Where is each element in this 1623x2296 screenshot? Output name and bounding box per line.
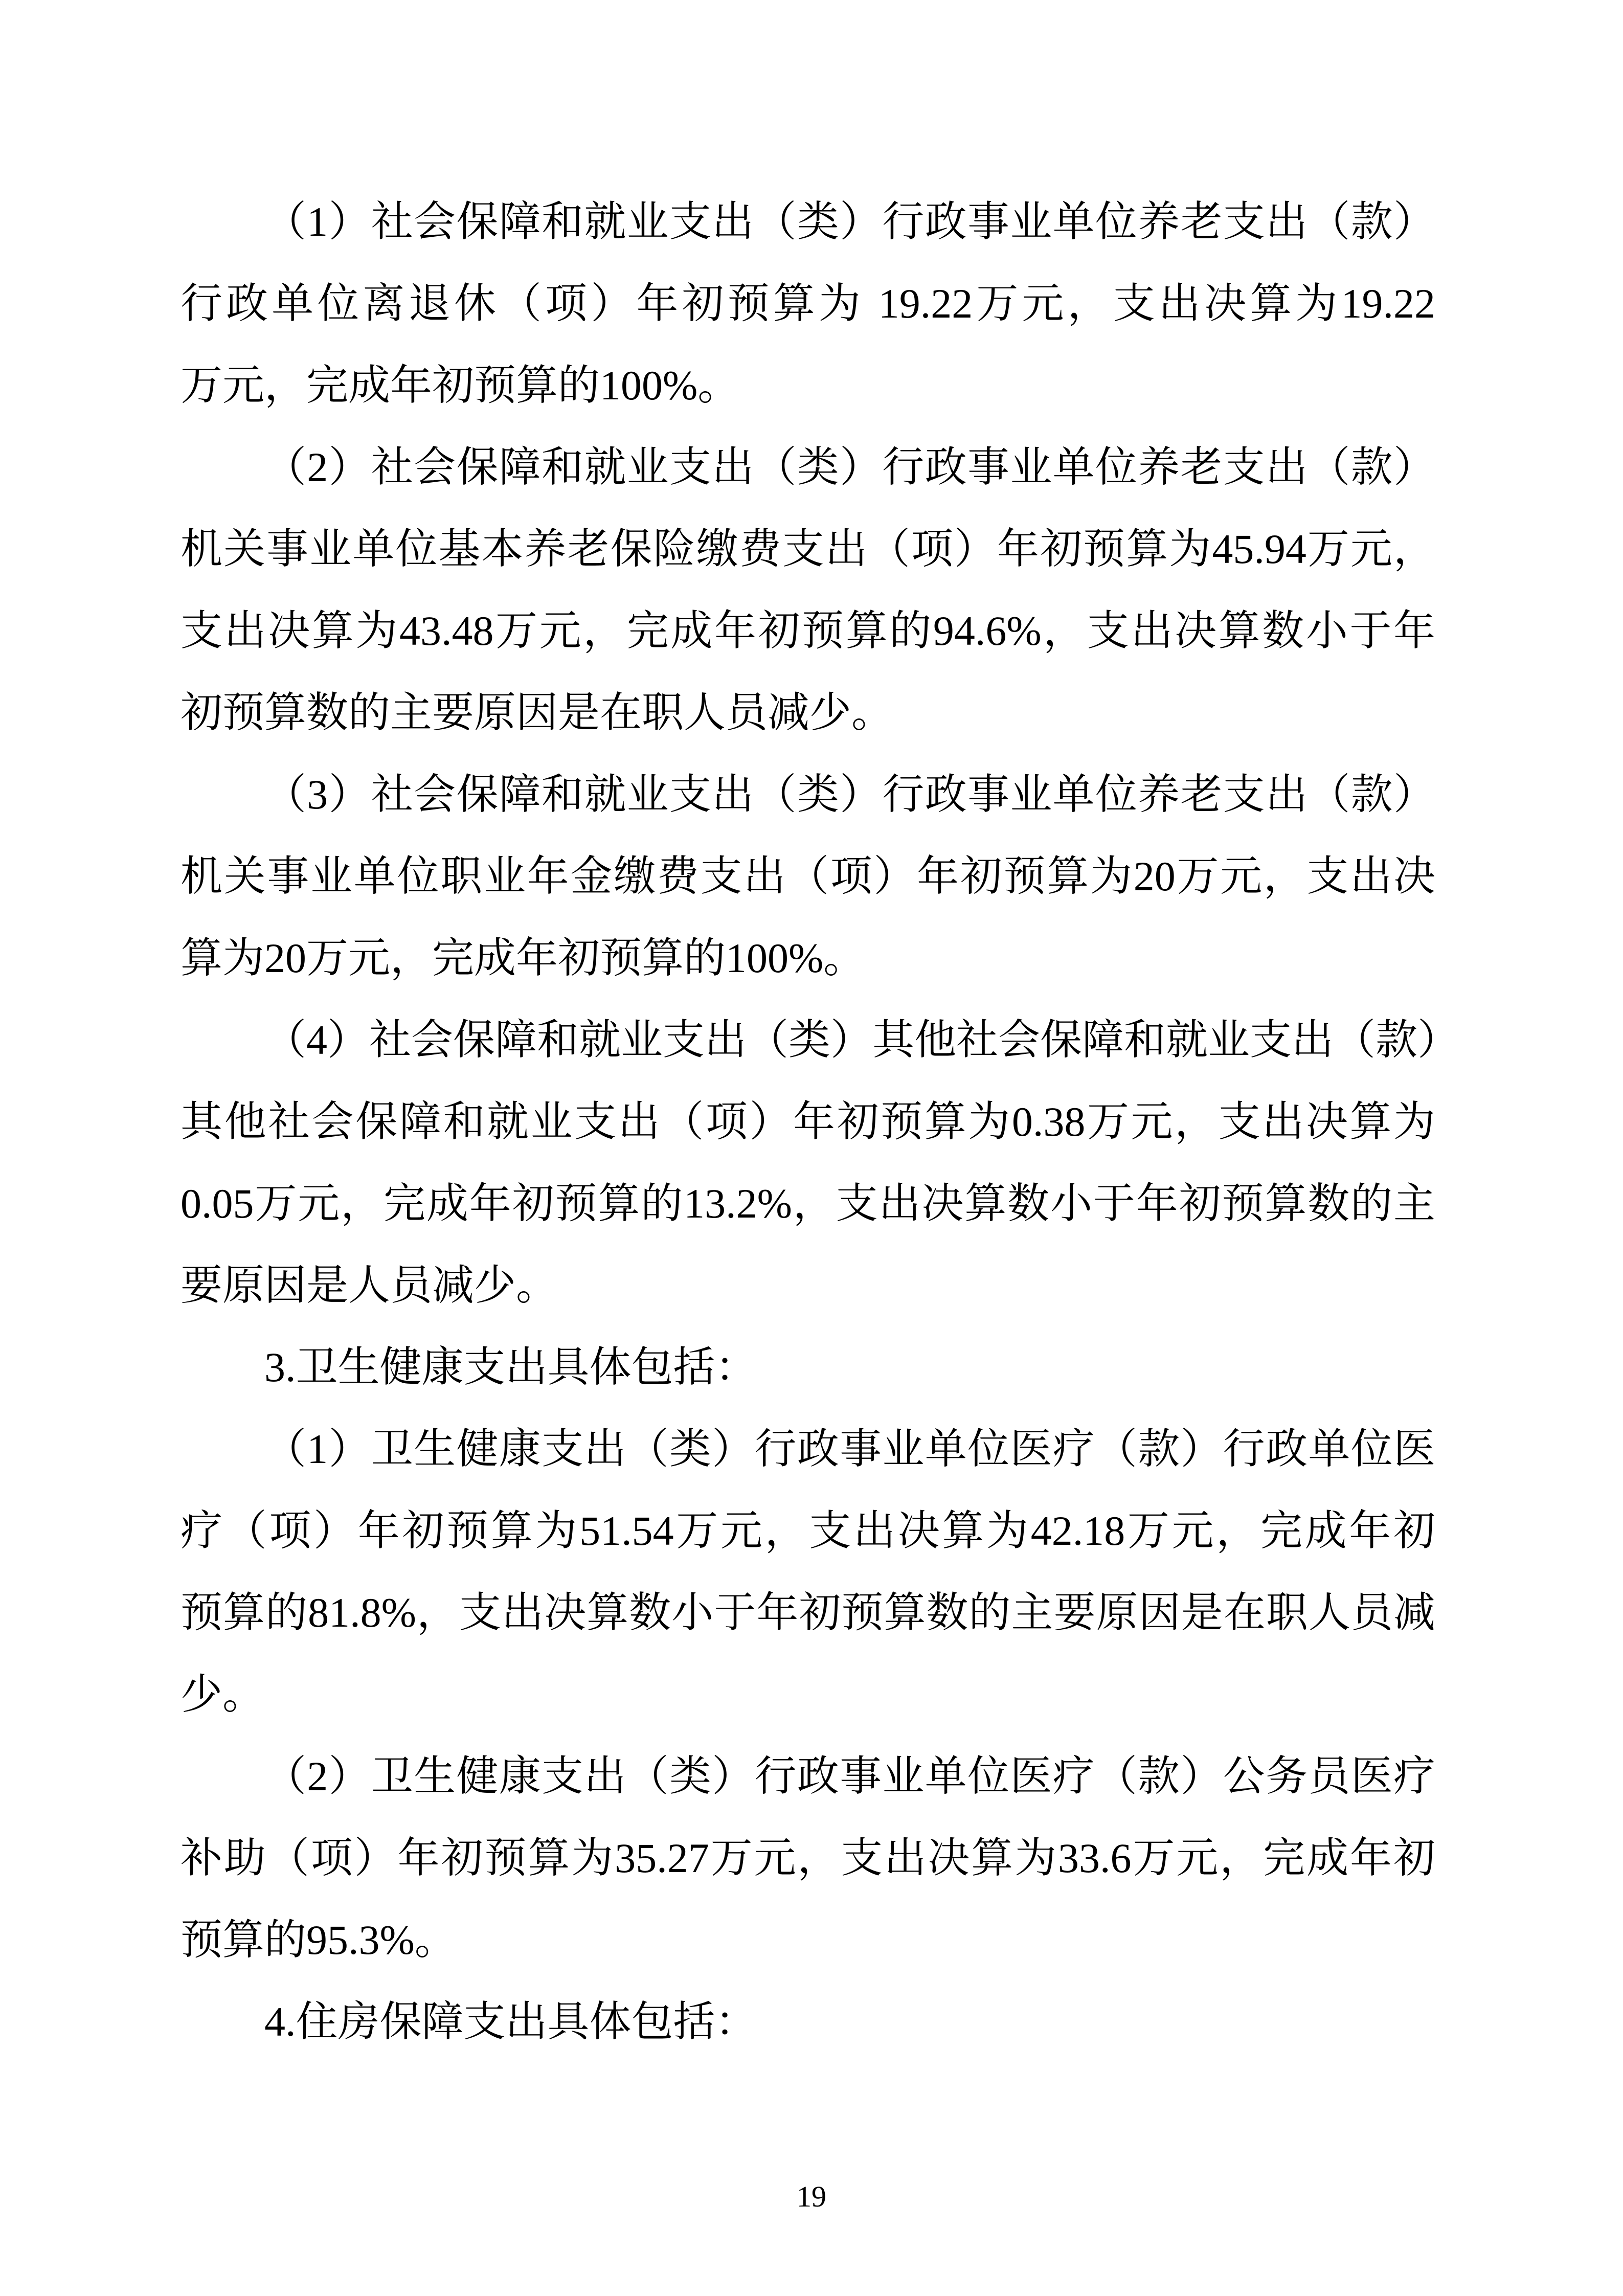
section-heading [181,1326,1435,1408]
section-heading-line: 4.住房保障支出具体包括： [264,1998,757,2045]
paragraph-first-line: （1）卫生健康支出（类）行政事业单位医疗（款）行政单位医 [264,1426,1435,1472]
paragraph [181,1736,1435,1981]
document-text [181,181,1460,2063]
text-line: 行政单位离退休（项）年初预算为 19.22万元，支出决算为19.22 [181,280,1435,327]
paragraph [181,1408,1435,1736]
text-line: 机关事业单位基本养老保险缴费支出（项）年初预算为45.94万元， [181,526,1435,572]
text-line: 初预算数的主要原因是在职人员减少。 [181,689,894,736]
text-line: 万元，完成年初预算的100%。 [181,362,740,409]
paragraph-first-line: （2）卫生健康支出（类）行政事业单位医疗（款）公务员医疗 [264,1753,1435,1799]
section-heading [181,1981,1435,2063]
page-number: 19 [797,2180,826,2213]
text-line: 机关事业单位职业年金缴费支出（项）年初预算为20万元，支出决 [181,853,1435,899]
paragraph-first-line: （1）社会保障和就业支出（类）行政事业单位养老支出（款） [264,198,1435,245]
paragraph-first-line: （2）社会保障和就业支出（类）行政事业单位养老支出（款） [264,444,1435,490]
text-line: 算为20万元，完成年初预算的100%。 [181,935,866,981]
paragraph [181,999,1460,1326]
text-line: 0.05万元，完成年初预算的13.2%，支出决算数小于年初预算数的主 [181,1180,1435,1227]
text-line: 支出决算为43.48万元，完成年初预算的94.6%，支出决算数小于年 [181,607,1435,654]
text-line: 疗（项）年初预算为51.54万元，支出决算为42.18万元，完成年初 [181,1507,1435,1554]
paragraph-first-line: （4）社会保障和就业支出（类）其他社会保障和就业支出（款） [264,1017,1460,1063]
paragraph [181,181,1435,426]
paragraph [181,754,1435,999]
paragraph [181,426,1435,754]
paragraph-first-line: （3）社会保障和就业支出（类）行政事业单位养老支出（款） [264,771,1435,818]
text-line: 预算的95.3%。 [181,1917,457,1963]
text-line: 少。 [181,1671,265,1718]
section-heading-line: 3.卫生健康支出具体包括： [264,1344,757,1390]
text-line: 要原因是人员减少。 [181,1262,558,1309]
text-line: 预算的81.8%，支出决算数小于年初预算数的主要原因是在职人员减 [181,1589,1435,1636]
text-line: 补助（项）年初预算为35.27万元，支出决算为33.6万元，完成年初 [181,1835,1435,1881]
text-line: 其他社会保障和就业支出（项）年初预算为0.38万元，支出决算为 [181,1098,1435,1145]
